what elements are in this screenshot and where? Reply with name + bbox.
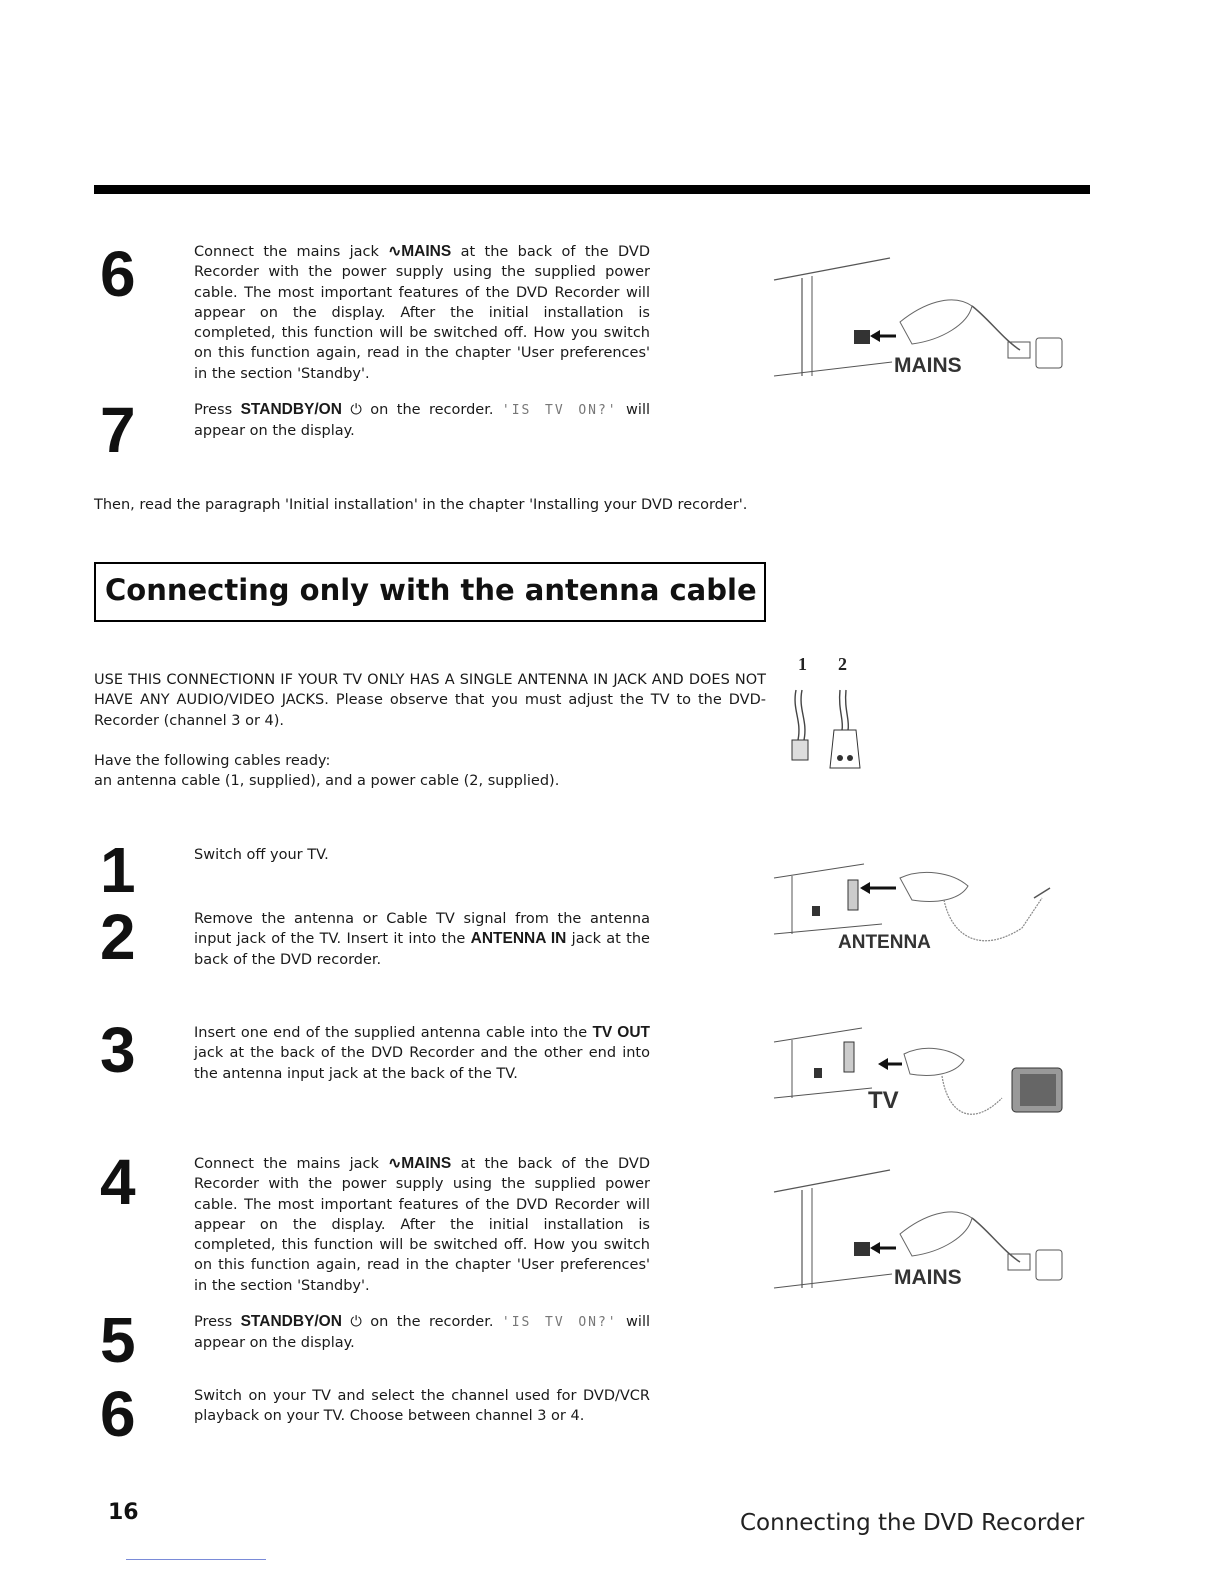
- cable-label-1: 1: [798, 654, 807, 674]
- step-text: Connect the mains jack ∿MAINS at the back of the DVD Recorder with the power supply using the supplied power cable. The most important features of the DVD Recorder will appear on the display. After the initial installation is completed, this function will be switched off. How you switch on this function again, read in the chapter 'User preferences' in the section 'Standby'.: [194, 1155, 650, 1294]
- display-readout: 'IS TV ON?': [501, 1315, 618, 1330]
- step-number: 1: [100, 834, 136, 906]
- cable-label-2: 2: [838, 654, 847, 674]
- section-title: Connecting only with the antenna cable: [105, 573, 757, 607]
- step-number: 4: [100, 1146, 136, 1218]
- mains-symbol: ∿: [388, 1155, 402, 1172]
- step-text: Press STANDBY/ON ⏻ on the recorder. 'IS TV ON?' will appear on the display.: [194, 401, 650, 440]
- step-text: Connect the mains jack ∿MAINS at the back of the DVD Recorder with the power supply using the supplied power cable. The most important features of the DVD Recorder will appear on the display. After the initial installation is completed, this function will be switched off. How you switch on this function again, read in the chapter 'User preferences' in the section 'Standby'.: [194, 243, 650, 382]
- header-rule: [94, 185, 1090, 194]
- mains-connection-illustration: [772, 244, 1072, 384]
- svg-text:ANTENNA: ANTENNA: [838, 932, 931, 953]
- svg-text:TV: TV: [868, 1087, 899, 1114]
- step-number: 3: [100, 1014, 136, 1086]
- display-readout: 'IS TV ON?': [501, 403, 618, 418]
- step-number: 6: [100, 238, 136, 310]
- step-number: 5: [100, 1304, 136, 1376]
- then-paragraph: Then, read the paragraph 'Initial installation' in the chapter 'Installing your DVD recorder'.: [94, 497, 748, 513]
- step-text: Insert one end of the supplied antenna cable into the TV OUT jack at the back of the DVD Recorder and the other end into the antenna input jack at the back of the TV.: [194, 1024, 650, 1082]
- power-icon: ⏻: [350, 1314, 362, 1330]
- antenna-connection-illustration: [772, 858, 1072, 968]
- svg-text:MAINS: MAINS: [894, 1266, 962, 1289]
- tv-connection-illustration: [772, 1024, 1072, 1134]
- mains-symbol: ∿: [388, 243, 402, 260]
- footer-underline: [126, 1559, 266, 1560]
- page-number: 16: [108, 1500, 139, 1525]
- step-number: 2: [100, 901, 136, 973]
- step-text: Switch off your TV.: [194, 847, 329, 863]
- step-number: 6: [100, 1378, 136, 1450]
- step-text: Switch on your TV and select the channel used for DVD/VCR playback on your TV. Choose between channel 3 or 4.: [194, 1388, 650, 1425]
- step-number: 7: [100, 394, 136, 466]
- power-icon: ⏻: [350, 402, 362, 418]
- mains-connection-illustration: [772, 1156, 1072, 1296]
- step-text: Press STANDBY/ON ⏻ on the recorder. 'IS TV ON?' will appear on the display.: [194, 1313, 650, 1352]
- svg-text:MAINS: MAINS: [894, 354, 962, 377]
- footer-chapter-title: Connecting the DVD Recorder: [740, 1510, 1085, 1536]
- cables-illustration: [782, 650, 872, 780]
- intro-text: USE THIS CONNECTIONN IF YOUR TV ONLY HAS A SINGLE ANTENNA IN JACK AND DOES NOT HAVE ANY AUDIO/VIDEO JACKS. Please observe that you must adjust the TV to the DVD-Recorder (channel 3 or 4). Have the following cables ready: an antenna cable (1, supplied), and a power cable (2, supplied).: [94, 672, 766, 790]
- section-heading-box: [94, 562, 766, 622]
- step-text: Remove the antenna or Cable TV signal from the antenna input jack of the TV. Insert it into the ANTENNA IN jack at the back of the DVD recorder.: [194, 911, 650, 968]
